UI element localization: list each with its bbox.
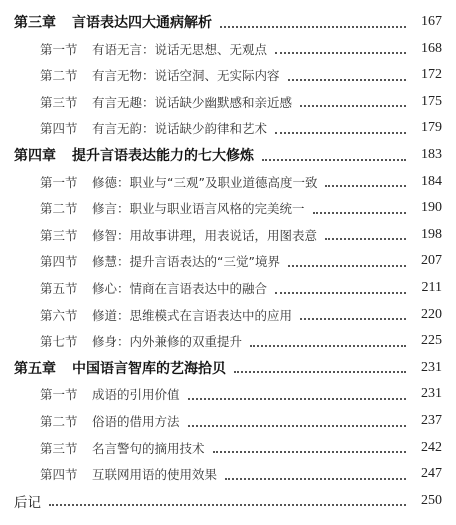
section-title: 俗语的借用方法 <box>92 414 180 429</box>
dot-leader <box>325 237 406 240</box>
page-number: 167 <box>421 14 442 29</box>
toc-chapter-row <box>0 9 456 35</box>
toc-section-row <box>0 222 456 248</box>
section-title: 修身：内外兼修的双重提升 <box>92 334 243 350</box>
toc-postscript-row <box>0 488 456 514</box>
dot-leader <box>300 317 406 320</box>
dot-leader <box>275 291 406 294</box>
section-title: 名言警句的摘用技术 <box>92 440 205 456</box>
page-number: 225 <box>421 333 442 349</box>
section-number: 第二节 <box>40 201 78 217</box>
toc-section-row <box>0 381 456 407</box>
dot-leader <box>262 158 406 161</box>
page-number: 207 <box>421 253 442 269</box>
section-title: 修慧：提升言语表达的“三觉”境界 <box>92 254 280 270</box>
page-number: 250 <box>421 492 442 508</box>
page-number: 168 <box>421 40 442 56</box>
chapter-number: 第四章 <box>14 148 56 164</box>
toc-section-row <box>0 408 456 434</box>
toc-section-row <box>0 62 456 88</box>
toc-section-row <box>0 461 456 487</box>
section-number: 第一节 <box>40 41 78 57</box>
dot-leader <box>220 25 406 28</box>
section-number: 第四节 <box>40 254 78 270</box>
chapter-title: 言语表达四大通病解析 <box>72 15 212 31</box>
toc-section-row <box>0 328 456 354</box>
toc-section-row <box>0 275 456 301</box>
dot-leader <box>188 397 406 400</box>
dot-leader <box>49 503 406 506</box>
section-title: 成语的引用价值 <box>92 387 180 403</box>
dot-leader <box>300 104 406 107</box>
section-title: 互联网用语的使用效果 <box>92 467 218 483</box>
page-number: 184 <box>421 173 442 189</box>
section-number: 第七节 <box>40 334 78 350</box>
section-title: 修言：职业与职业语言风格的完美统一 <box>92 201 305 217</box>
section-number: 第二节 <box>40 68 78 84</box>
toc-chapter-row <box>0 142 456 168</box>
page-number: 175 <box>421 93 442 109</box>
dot-leader <box>234 370 406 373</box>
section-number: 第三节 <box>40 227 78 243</box>
toc-section-row <box>0 36 456 62</box>
section-title: 有言无物：说话空洞、无实际内容 <box>92 68 280 84</box>
dot-leader <box>275 51 406 54</box>
section-number: 第三节 <box>40 94 78 110</box>
section-number: 第四节 <box>40 467 78 483</box>
dot-leader <box>188 424 406 427</box>
toc-section-row <box>0 115 456 141</box>
page-number: 211 <box>421 280 442 295</box>
page-number: 231 <box>421 386 442 402</box>
toc-section-row <box>0 248 456 274</box>
dot-leader <box>313 211 406 214</box>
chapter-number: 第五章 <box>14 360 56 377</box>
section-number: 第一节 <box>40 387 78 403</box>
dot-leader <box>213 450 406 453</box>
page-number: 183 <box>421 147 442 162</box>
section-title: 有言无韵：说话缺少韵律和艺术 <box>92 121 268 137</box>
toc-section-row <box>0 195 456 221</box>
page-number: 231 <box>421 359 442 375</box>
postscript-title: 后记 <box>14 494 41 510</box>
dot-leader <box>275 131 406 134</box>
dot-leader <box>325 184 406 187</box>
section-number: 第六节 <box>40 307 78 323</box>
page-number: 198 <box>421 226 442 242</box>
toc-section-row <box>0 89 456 115</box>
toc-chapter-row <box>0 355 456 381</box>
page-number: 237 <box>421 413 442 428</box>
page-number: 172 <box>421 67 442 83</box>
dot-leader <box>288 78 406 81</box>
section-title: 修心：情商在言语表达中的融合 <box>92 281 268 296</box>
section-title: 修道：思维模式在言语表达中的应用 <box>92 307 293 323</box>
page-number: 220 <box>421 306 442 322</box>
toc-section-row <box>0 435 456 461</box>
section-number: 第五节 <box>40 281 78 296</box>
page-number: 190 <box>421 200 442 216</box>
dot-leader <box>288 264 406 267</box>
toc-section-row <box>0 169 456 195</box>
page-number: 179 <box>421 120 442 136</box>
section-title: 修德：职业与“三观”及职业道德高度一致 <box>92 174 318 190</box>
chapter-title: 提升言语表达能力的七大修炼 <box>72 148 254 164</box>
page-number: 247 <box>421 466 442 482</box>
page-number: 242 <box>421 439 442 455</box>
section-number: 第三节 <box>40 440 78 456</box>
dot-leader <box>225 477 406 480</box>
section-title: 有言无趣：说话缺少幽默感和亲近感 <box>92 94 293 110</box>
section-number: 第一节 <box>40 174 78 190</box>
section-number: 第四节 <box>40 121 78 137</box>
toc-section-row <box>0 302 456 328</box>
section-title: 修智：用故事讲理，用表说话，用图表意 <box>92 227 318 243</box>
section-title: 有语无言：说话无思想、无观点 <box>92 41 268 57</box>
chapter-number: 第三章 <box>14 15 56 31</box>
dot-leader <box>250 344 406 347</box>
section-number: 第二节 <box>40 414 78 429</box>
chapter-title: 中国语言智库的艺海拾贝 <box>72 360 226 377</box>
